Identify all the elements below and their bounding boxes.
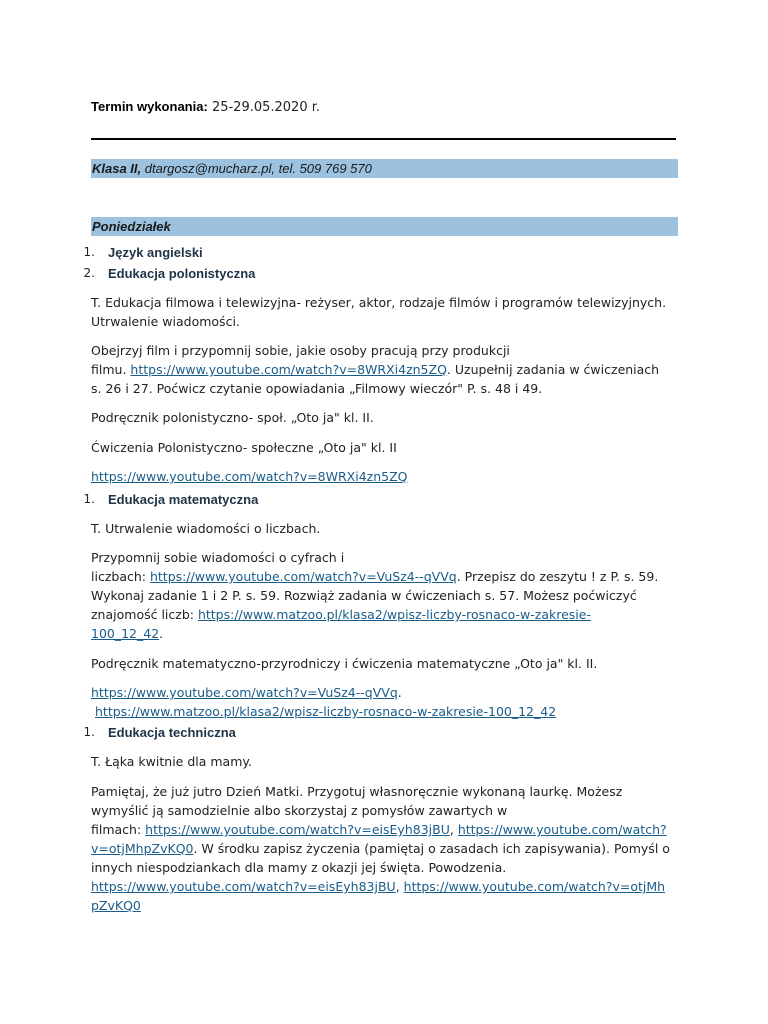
- text-line: [91, 605, 681, 624]
- text-line: [91, 360, 681, 379]
- text-fragment: filmach:: [91, 822, 146, 837]
- text-fragment: . Przepisz do zeszytu ! z P. s. 59.: [456, 569, 659, 584]
- math-topic: T. Utrwalenie wiadomości o liczbach.: [91, 521, 321, 536]
- list-number: 1.: [83, 245, 95, 259]
- youtube-link-continued[interactable]: pZvKQ0: [91, 898, 141, 913]
- text-line: Wykonaj zadanie 1 i 2 P. s. 59. Rozwiąż zadania w ćwiczeniach s. 57. Możesz poćwiczyć: [91, 588, 637, 603]
- youtube-link[interactable]: https://www.youtube.com/watch?: [457, 822, 667, 837]
- text-line: [91, 683, 681, 702]
- text-line: [91, 702, 681, 721]
- technical-instructions: [91, 782, 681, 915]
- youtube-link[interactable]: https://www.youtube.com/watch?v=otjMh: [403, 879, 666, 894]
- text-line: [91, 624, 681, 643]
- math-books: Podręcznik matematyczno-przyrodniczy i ćwiczenia matematyczne „Oto ja" kl. II.: [91, 656, 598, 671]
- polish-instructions: [91, 341, 681, 398]
- text-line: T. Edukacja filmowa i telewizyjna- reżyser, aktor, rodzaje filmów i programów telewizyjnych.: [91, 295, 667, 310]
- section-heading-math: [83, 492, 259, 507]
- youtube-link[interactable]: https://www.youtube.com/watch?v=8WRXi4zn5ZQ: [91, 469, 408, 484]
- section-title: Język angielski: [108, 245, 203, 260]
- day-banner: Poniedziałek: [91, 217, 678, 236]
- matzoo-link[interactable]: https://www.matzoo.pl/klasa2/wpisz-liczby-rosnaco-w-zakresie-100_12_42: [95, 704, 557, 719]
- text-line: innych niespodziankach dla mamy z okazji jej święta. Powodzenia.: [91, 860, 507, 875]
- deadline-value: 25-29.05.2020 r.: [211, 100, 321, 115]
- text-line: [91, 567, 681, 586]
- polish-workbook: Ćwiczenia Polonistyczno- społeczne „Oto ja" kl. II: [91, 440, 397, 455]
- youtube-link[interactable]: https://www.youtube.com/watch?v=VuSz4--qVVq: [91, 685, 398, 700]
- math-links: [91, 683, 681, 721]
- class-name: Klasa II,: [92, 161, 142, 176]
- matzoo-link[interactable]: https://www.matzoo.pl/klasa2/wpisz-liczby-rosnaco-w-zakresie-: [197, 607, 591, 622]
- youtube-link[interactable]: https://www.youtube.com/watch?v=VuSz4--qVVq: [149, 569, 457, 584]
- technical-topic: T. Łąka kwitnie dla mamy.: [91, 754, 252, 769]
- text-line: wymyślić ją samodzielnie albo skorzystaj z pomysłów zawartych w: [91, 803, 508, 818]
- text-line: [91, 839, 681, 858]
- section-title: Edukacja matematyczna: [108, 492, 259, 507]
- polish-link-line: [91, 467, 681, 486]
- text-fragment: filmu.: [91, 362, 131, 377]
- text-fragment: . W środku zapisz życzenia (pamiętaj o zasadach ich zapisywania). Pomyśl o: [193, 841, 670, 856]
- class-info-banner: [91, 159, 678, 178]
- polish-textbook: Podręcznik polonistyczno- społ. „Oto ja" kl. II.: [91, 410, 374, 425]
- list-number: 1.: [83, 492, 95, 506]
- text-fragment: liczbach:: [91, 569, 150, 584]
- youtube-link-continued[interactable]: v=otjMhpZvKQ0: [91, 841, 194, 856]
- text-fragment: ,: [449, 822, 458, 837]
- text-line: [91, 896, 681, 915]
- section-title: Edukacja polonistyczna: [108, 266, 256, 281]
- section-heading-polish: [83, 266, 256, 281]
- section-heading-technical: [83, 725, 236, 740]
- class-contact: dtargosz@mucharz.pl, tel. 509 769 570: [144, 161, 372, 176]
- section-heading-english: [83, 245, 203, 260]
- text-fragment: .: [159, 626, 164, 641]
- text-fragment: znajomość liczb:: [91, 607, 198, 622]
- text-line: s. 26 i 27. Poćwicz czytanie opowiadania „Filmowy wieczór" P. s. 48 i 49.: [91, 381, 543, 396]
- math-instructions: [91, 548, 681, 643]
- youtube-link[interactable]: https://www.youtube.com/watch?v=eisEyh83jBU: [91, 879, 396, 894]
- text-fragment: . Uzupełnij zadania w ćwiczeniach: [446, 362, 660, 377]
- text-line: [91, 877, 681, 896]
- text-line: Przypomnij sobie wiadomości o cyfrach i: [91, 550, 345, 565]
- deadline-label: Termin wykonania:: [91, 99, 208, 114]
- text-fragment: .: [397, 685, 402, 700]
- text-line: [91, 820, 681, 839]
- text-fragment: ,: [395, 879, 404, 894]
- text-line: Pamiętaj, że już jutro Dzień Matki. Przygotuj własnoręcznie wykonaną laurkę. Możesz: [91, 784, 623, 799]
- text-line: Obejrzyj film i przypomnij sobie, jakie osoby pracują przy produkcji: [91, 343, 510, 358]
- deadline-line: [91, 99, 320, 115]
- list-number: 2.: [83, 266, 95, 280]
- text-line: Utrwalenie wiadomości.: [91, 314, 240, 329]
- matzoo-link-continued[interactable]: 100_12_42: [91, 626, 160, 641]
- horizontal-divider: [91, 138, 676, 140]
- list-number: 1.: [83, 725, 95, 739]
- polish-topic: [91, 293, 681, 331]
- youtube-link[interactable]: https://www.youtube.com/watch?v=8WRXi4zn5ZQ: [130, 362, 447, 377]
- youtube-link[interactable]: https://www.youtube.com/watch?v=eisEyh83jBU: [145, 822, 450, 837]
- section-title: Edukacja techniczna: [108, 725, 236, 740]
